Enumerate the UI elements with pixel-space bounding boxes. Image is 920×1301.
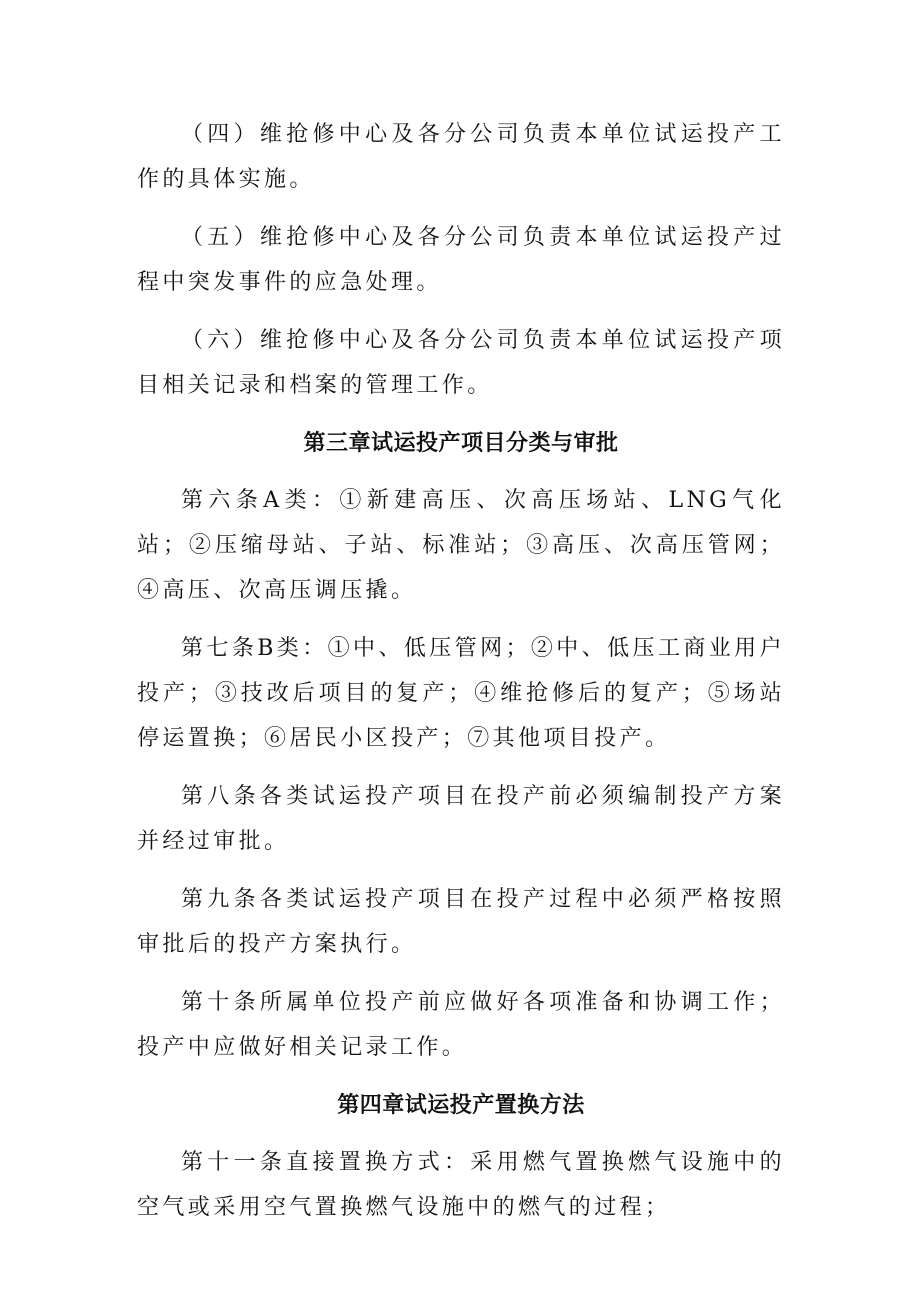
article-6: 第六条A类：①新建高压、次高压场站、LNG气化站；②压缩母站、子站、标准站；③高压、次高压管网；④高压、次高压调压撬。	[137, 488, 785, 603]
article-11: 第十一条直接置换方式：采用燃气置换燃气设施中的空气或采用空气置换燃气设施中的燃气的过程；	[137, 1150, 785, 1220]
paragraph-responsibility-6: （六）维抢修中心及各分公司负责本单位试运投产项目相关记录和档案的管理工作。	[137, 328, 785, 398]
paragraph-responsibility-4: （四）维抢修中心及各分公司负责本单位试运投产工作的具体实施。	[137, 122, 785, 192]
article-7: 第七条B类：①中、低压管网；②中、低压工商业用户投产；③技改后项目的复产；④维抢修后的复产；⑤场站停运置换；⑥居民小区投产；⑦其他项目投产。	[137, 636, 785, 751]
paragraph-responsibility-5: （五）维抢修中心及各分公司负责本单位试运投产过程中突发事件的应急处理。	[137, 225, 785, 295]
chapter-3-title: 第三章试运投产项目分类与审批	[303, 431, 619, 456]
document-page	[137, 112, 785, 1243]
chapter-4-title: 第四章试运投产置换方法	[337, 1093, 585, 1118]
article-10: 第十条所属单位投产前应做好各项准备和协调工作；投产中应做好相关记录工作。	[137, 990, 785, 1060]
article-9: 第九条各类试运投产项目在投产过程中必须严格按照审批后的投产方案执行。	[137, 887, 785, 957]
article-8: 第八条各类试运投产项目在投产前必须编制投产方案并经过审批。	[137, 784, 785, 854]
